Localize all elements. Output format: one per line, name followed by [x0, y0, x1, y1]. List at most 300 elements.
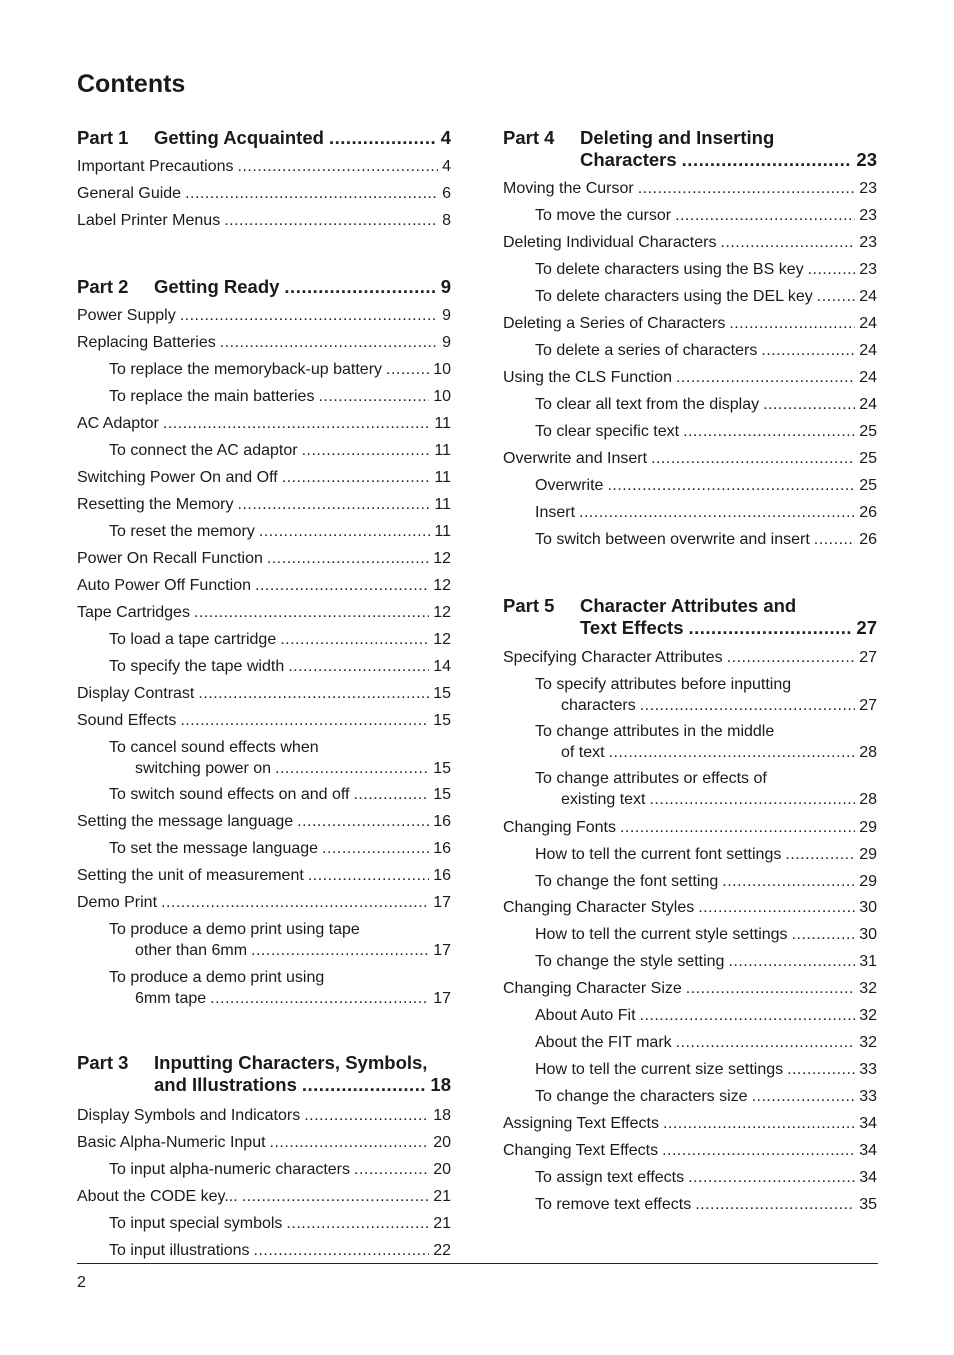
- toc-row[interactable]: [535, 742, 877, 763]
- toc-subentry: [535, 502, 877, 523]
- toc-row[interactable]: [109, 386, 451, 407]
- toc-row[interactable]: [109, 988, 451, 1009]
- entry-page: 21: [433, 1215, 451, 1232]
- toc-row[interactable]: [535, 259, 877, 280]
- toc-subentry: [535, 475, 877, 496]
- toc-row[interactable]: [535, 286, 877, 307]
- entry-page: 17: [433, 990, 451, 1007]
- entry-page: 34: [859, 1142, 877, 1159]
- dot-leader: [161, 892, 429, 913]
- toc-row[interactable]: [535, 951, 877, 972]
- toc-entry: [503, 1113, 877, 1134]
- entry-title: To clear specific text: [535, 423, 680, 440]
- toc-row[interactable]: [109, 440, 451, 461]
- entry-page: 24: [859, 288, 877, 305]
- toc-entry: [77, 710, 451, 731]
- dot-leader: [640, 695, 856, 716]
- toc-subentry: [535, 924, 877, 945]
- entry-page: 10: [433, 388, 451, 405]
- toc-row[interactable]: [109, 1240, 451, 1261]
- entry-title: Setting the message language: [77, 813, 294, 830]
- entry-title: characters: [561, 697, 636, 714]
- toc-subentry: [109, 386, 451, 407]
- entry-page: 20: [433, 1134, 451, 1151]
- dot-leader: [722, 871, 855, 892]
- entry-page: 9: [442, 334, 451, 351]
- entry-page: 12: [433, 604, 451, 621]
- entry-title: To change the style setting: [535, 953, 725, 970]
- toc-row[interactable]: [77, 710, 451, 731]
- entry-page: 27: [859, 697, 877, 714]
- entry-page: 11: [434, 469, 451, 486]
- toc-row[interactable]: [535, 529, 877, 550]
- toc-row[interactable]: [109, 784, 451, 805]
- dot-leader: [607, 475, 855, 496]
- toc-entry: [77, 1186, 451, 1207]
- entry-title: To set the message language: [109, 840, 319, 857]
- toc-row[interactable]: [535, 475, 877, 496]
- dot-leader: [198, 683, 429, 704]
- entry-page: 29: [859, 819, 877, 836]
- entry-page: 6: [442, 185, 451, 202]
- entry-title: of text: [561, 744, 605, 761]
- toc-row[interactable]: [109, 758, 451, 779]
- entry-page: 18: [430, 1074, 451, 1095]
- toc-row[interactable]: [535, 1059, 877, 1080]
- entry-page: 33: [859, 1061, 877, 1078]
- entry-page: 12: [433, 577, 451, 594]
- toc-entry: [503, 817, 877, 838]
- entry-page: 4: [440, 127, 451, 148]
- toc-row[interactable]: [535, 695, 877, 716]
- toc-row[interactable]: [535, 340, 877, 361]
- entry-title: To input special symbols: [109, 1215, 283, 1232]
- toc-subentry: [535, 259, 877, 280]
- toc-row[interactable]: [109, 629, 451, 650]
- entry-page: 4: [442, 158, 451, 175]
- dot-leader: [329, 127, 436, 149]
- toc-entry: [503, 313, 877, 334]
- page-number: 2: [77, 1274, 86, 1291]
- entry-title-line: To produce a demo print using: [109, 969, 325, 986]
- part-label: Part 3: [77, 1052, 129, 1073]
- entry-title: To change the characters size: [535, 1088, 748, 1105]
- entry-page: 24: [859, 369, 877, 386]
- entry-page: 25: [859, 450, 877, 467]
- entry-title: To input alpha-numeric characters: [109, 1161, 351, 1178]
- entry-title: Label Printer Menus: [77, 212, 221, 229]
- dot-leader: [284, 276, 435, 298]
- dot-leader: [220, 332, 438, 353]
- toc-row[interactable]: [109, 1213, 451, 1234]
- dot-leader: [255, 575, 429, 596]
- part-heading: [503, 127, 877, 171]
- toc-row[interactable]: [77, 305, 451, 326]
- dot-leader: [676, 1032, 856, 1053]
- toc-row[interactable]: [535, 502, 877, 523]
- dot-leader: [185, 183, 438, 204]
- dot-leader: [662, 1140, 855, 1161]
- toc-subentry: [535, 1005, 877, 1026]
- entry-page: 16: [433, 840, 451, 857]
- toc-row[interactable]: [535, 394, 877, 415]
- toc-row[interactable]: [503, 367, 877, 388]
- toc-entry: [77, 548, 451, 569]
- dot-leader: [251, 940, 429, 961]
- dot-leader: [259, 521, 431, 542]
- toc-subentry: [109, 838, 451, 859]
- toc-row[interactable]: [535, 205, 877, 226]
- toc-row[interactable]: [77, 467, 451, 488]
- dot-leader: [683, 421, 855, 442]
- toc-row[interactable]: [77, 413, 451, 434]
- entry-title: To change the font setting: [535, 873, 719, 890]
- toc-row[interactable]: [503, 1140, 877, 1161]
- entry-title: Moving the Cursor: [503, 180, 634, 197]
- toc-row[interactable]: [77, 332, 451, 353]
- toc-row[interactable]: [109, 359, 451, 380]
- dot-leader: [297, 811, 429, 832]
- dot-leader: [609, 742, 856, 763]
- entry-title: To load a tape cartridge: [109, 631, 277, 648]
- entry-title: Deleting Individual Characters: [503, 234, 717, 251]
- dot-leader: [761, 340, 855, 361]
- toc-row[interactable]: [503, 647, 877, 668]
- toc-entry: [503, 367, 877, 388]
- toc-row[interactable]: [154, 276, 451, 298]
- toc-row[interactable]: [535, 1167, 877, 1188]
- entry-title: Important Precautions: [77, 158, 234, 175]
- footer-rule: [77, 1263, 878, 1264]
- dot-leader: [302, 440, 431, 461]
- toc-row[interactable]: [77, 865, 451, 886]
- toc-row[interactable]: [77, 494, 451, 515]
- entry-page: 20: [433, 1161, 451, 1178]
- toc-subentry: [535, 1086, 877, 1107]
- dot-leader: [180, 710, 429, 731]
- entry-title: To input illustrations: [109, 1242, 250, 1259]
- toc-row[interactable]: [77, 602, 451, 623]
- entry-title: Basic Alpha-Numeric Input: [77, 1134, 266, 1151]
- toc-row[interactable]: [154, 127, 451, 149]
- dot-leader: [649, 789, 855, 810]
- entry-title: General Guide: [77, 185, 182, 202]
- dot-leader: [308, 865, 429, 886]
- toc-subentry: [535, 1194, 877, 1215]
- entry-title: Changing Character Styles: [503, 899, 695, 916]
- entry-page: 34: [859, 1115, 877, 1132]
- entry-page: 21: [433, 1188, 451, 1205]
- dot-leader: [194, 602, 429, 623]
- entry-page: 24: [859, 315, 877, 332]
- entry-page: 15: [433, 712, 451, 729]
- entry-page: 32: [859, 980, 877, 997]
- toc-row[interactable]: [109, 1159, 451, 1180]
- entry-title: Display Contrast: [77, 685, 195, 702]
- toc-subentry: [535, 205, 877, 226]
- dot-leader: [752, 1086, 856, 1107]
- entry-title: Replacing Batteries: [77, 334, 216, 351]
- part-title-block: [580, 595, 877, 639]
- toc-subentry: [109, 1159, 451, 1180]
- entry-title: Assigning Text Effects: [503, 1115, 659, 1132]
- toc-subentry: [535, 951, 877, 972]
- toc-subentry: [535, 529, 877, 550]
- toc-row[interactable]: [503, 978, 877, 999]
- entry-page: 16: [433, 867, 451, 884]
- entry-title: Changing Character Size: [503, 980, 682, 997]
- toc-subentry: [109, 521, 451, 542]
- toc-row[interactable]: [77, 1132, 451, 1153]
- entry-page: 24: [859, 342, 877, 359]
- part-title-line: Deleting and Inserting: [580, 127, 775, 148]
- toc-subentry: [109, 440, 451, 461]
- dot-leader: [787, 1059, 855, 1080]
- entry-page: 17: [433, 942, 451, 959]
- toc-row[interactable]: [77, 1105, 451, 1126]
- dot-leader: [698, 897, 855, 918]
- toc-subentry: [109, 919, 451, 961]
- entry-title: AC Adaptor: [77, 415, 159, 432]
- toc-entry: [503, 1140, 877, 1161]
- toc-row[interactable]: [503, 448, 877, 469]
- part-label: Part 5: [503, 595, 555, 616]
- entry-title: Tape Cartridges: [77, 604, 190, 621]
- entry-title: To delete characters using the BS key: [535, 261, 804, 278]
- toc-row[interactable]: [109, 940, 451, 961]
- entry-page: 11: [434, 523, 451, 540]
- entry-title: To replace the main batteries: [109, 388, 315, 405]
- dot-leader: [675, 205, 855, 226]
- entry-title: Demo Print: [77, 894, 158, 911]
- toc-row[interactable]: [535, 1005, 877, 1026]
- toc-subentry: [535, 286, 877, 307]
- entry-page: 17: [433, 894, 451, 911]
- toc-subentry: [109, 629, 451, 650]
- toc-row[interactable]: [503, 1113, 877, 1134]
- toc-row[interactable]: [77, 575, 451, 596]
- toc-subentry: [109, 737, 451, 779]
- toc-entry: [503, 448, 877, 469]
- entry-title: To delete characters using the DEL key: [535, 288, 813, 305]
- entry-title-line: To produce a demo print using tape: [109, 921, 360, 938]
- toc-subentry: [109, 1213, 451, 1234]
- entry-title: Display Symbols and Indicators: [77, 1107, 301, 1124]
- toc-entry: [77, 575, 451, 596]
- entry-page: 31: [859, 953, 877, 970]
- toc-subentry: [109, 1240, 451, 1261]
- dot-leader: [814, 529, 855, 550]
- entry-title: To switch sound effects on and off: [109, 786, 350, 803]
- dot-leader: [270, 1132, 430, 1153]
- entry-title-line: To cancel sound effects when: [109, 739, 319, 756]
- toc-row[interactable]: [77, 811, 451, 832]
- toc-row[interactable]: [535, 924, 877, 945]
- toc-entry: [77, 683, 451, 704]
- toc-row[interactable]: [503, 178, 877, 199]
- part-heading: [77, 1052, 451, 1096]
- part-title-line: Inputting Characters, Symbols,: [154, 1052, 428, 1073]
- toc-row[interactable]: [77, 1186, 451, 1207]
- entry-page: 15: [433, 786, 451, 803]
- part-label: Part 1: [77, 127, 129, 148]
- entry-title: Insert: [535, 504, 576, 521]
- toc-row[interactable]: [77, 183, 451, 204]
- entry-page: 16: [433, 813, 451, 830]
- toc-row[interactable]: [109, 838, 451, 859]
- entry-title: To clear all text from the display: [535, 396, 760, 413]
- entry-title: About Auto Fit: [535, 1007, 636, 1024]
- entry-title: About the FIT mark: [535, 1034, 672, 1051]
- dot-leader: [322, 838, 429, 859]
- toc-subentry: [109, 784, 451, 805]
- entry-page: 27: [856, 617, 877, 638]
- dot-leader: [224, 210, 438, 231]
- part-title-block: [154, 276, 451, 298]
- toc-row[interactable]: [77, 156, 451, 177]
- dot-leader: [579, 502, 855, 523]
- dot-leader: [638, 178, 855, 199]
- toc-row[interactable]: [535, 1032, 877, 1053]
- part-title-block: [154, 127, 451, 149]
- toc-entry: [503, 647, 877, 668]
- entry-title: To replace the memoryback-up battery: [109, 361, 383, 378]
- toc-subentry: [535, 421, 877, 442]
- toc-subentry: [109, 359, 451, 380]
- toc-subentry: [535, 721, 877, 763]
- entry-title: Deleting a Series of Characters: [503, 315, 726, 332]
- entry-title-line: To change attributes or effects of: [535, 770, 767, 787]
- toc-entry: [77, 1132, 451, 1153]
- toc-row[interactable]: [503, 313, 877, 334]
- entry-title: Using the CLS Function: [503, 369, 672, 386]
- toc-entry: [77, 467, 451, 488]
- entry-page: 12: [433, 631, 451, 648]
- entry-page: 25: [859, 477, 877, 494]
- entry-title: Getting Ready: [154, 276, 280, 297]
- toc-row[interactable]: [77, 210, 451, 231]
- entry-page: 9: [440, 276, 451, 297]
- toc-entry: [77, 602, 451, 623]
- toc-entry: [77, 305, 451, 326]
- dot-leader: [729, 313, 855, 334]
- entry-page: 26: [859, 531, 877, 548]
- entry-title: Setting the unit of measurement: [77, 867, 304, 884]
- dot-leader: [238, 494, 431, 515]
- part-label: Part 4: [503, 127, 555, 148]
- toc-row[interactable]: [535, 789, 877, 810]
- entry-page: 30: [859, 926, 877, 943]
- part-title-block: [580, 127, 877, 171]
- dot-leader: [817, 286, 855, 307]
- entry-page: 33: [859, 1088, 877, 1105]
- entry-page: 29: [859, 846, 877, 863]
- entry-title: Specifying Character Attributes: [503, 649, 723, 666]
- toc-row[interactable]: [535, 871, 877, 892]
- entry-page: 10: [433, 361, 451, 378]
- dot-leader: [785, 844, 855, 865]
- dot-leader: [210, 988, 429, 1009]
- entry-page: 27: [859, 649, 877, 666]
- entry-title: How to tell the current size settings: [535, 1061, 784, 1078]
- toc-subentry: [535, 394, 877, 415]
- entry-title: Power Supply: [77, 307, 176, 324]
- toc-row[interactable]: [535, 421, 877, 442]
- entry-title: To connect the AC adaptor: [109, 442, 298, 459]
- part-heading: [77, 276, 451, 298]
- dot-leader: [763, 394, 855, 415]
- dot-leader: [686, 978, 855, 999]
- toc-entry: [77, 494, 451, 515]
- toc-row[interactable]: [535, 1194, 877, 1215]
- toc-row[interactable]: [77, 548, 451, 569]
- toc-entry: [503, 978, 877, 999]
- dot-leader: [688, 1167, 855, 1188]
- entry-title: Resetting the Memory: [77, 496, 234, 513]
- entry-title: To switch between overwrite and insert: [535, 531, 810, 548]
- toc-row[interactable]: [580, 617, 877, 639]
- toc-subentry: [535, 871, 877, 892]
- dot-leader: [728, 951, 855, 972]
- entry-title: To move the cursor: [535, 207, 672, 224]
- entry-page: 12: [433, 550, 451, 567]
- dot-leader: [304, 1105, 429, 1126]
- dot-leader: [727, 647, 856, 668]
- dot-leader: [288, 656, 429, 677]
- entry-page: 15: [433, 760, 451, 777]
- entry-page: 32: [859, 1007, 877, 1024]
- entry-page: 26: [859, 504, 877, 521]
- entry-title: Changing Text Effects: [503, 1142, 659, 1159]
- toc-entry: [503, 178, 877, 199]
- entry-page: 29: [859, 873, 877, 890]
- dot-leader: [792, 924, 856, 945]
- toc-subentry: [109, 656, 451, 677]
- toc-row[interactable]: [77, 892, 451, 913]
- entry-page: 34: [859, 1169, 877, 1186]
- dot-leader: [640, 1005, 856, 1026]
- part-heading: [503, 595, 877, 639]
- entry-title: How to tell the current style settings: [535, 926, 788, 943]
- toc-row[interactable]: [154, 1074, 451, 1096]
- toc-row[interactable]: [109, 656, 451, 677]
- entry-page: 32: [859, 1034, 877, 1051]
- entry-title: 6mm tape: [135, 990, 207, 1007]
- entry-page: 28: [859, 744, 877, 761]
- toc-row[interactable]: [503, 897, 877, 918]
- toc-entry: [77, 865, 451, 886]
- dot-leader: [808, 259, 856, 280]
- toc-row[interactable]: [580, 149, 877, 171]
- part-title-line: Character Attributes and: [580, 595, 797, 616]
- toc-row[interactable]: [503, 232, 877, 253]
- toc-entry: [77, 332, 451, 353]
- entry-title-line: To specify attributes before inputting: [535, 676, 792, 693]
- toc-row[interactable]: [77, 683, 451, 704]
- entry-title: existing text: [561, 791, 646, 808]
- toc-row[interactable]: [503, 817, 877, 838]
- toc-entry: [77, 210, 451, 231]
- toc-entry: [77, 156, 451, 177]
- entry-page: 23: [856, 149, 877, 170]
- entry-page: 30: [859, 899, 877, 916]
- entry-page: 22: [433, 1242, 451, 1259]
- toc-row[interactable]: [109, 521, 451, 542]
- toc-row[interactable]: [535, 1086, 877, 1107]
- part-title-block: [154, 1052, 451, 1096]
- toc-row[interactable]: [535, 844, 877, 865]
- toc-entry: [503, 232, 877, 253]
